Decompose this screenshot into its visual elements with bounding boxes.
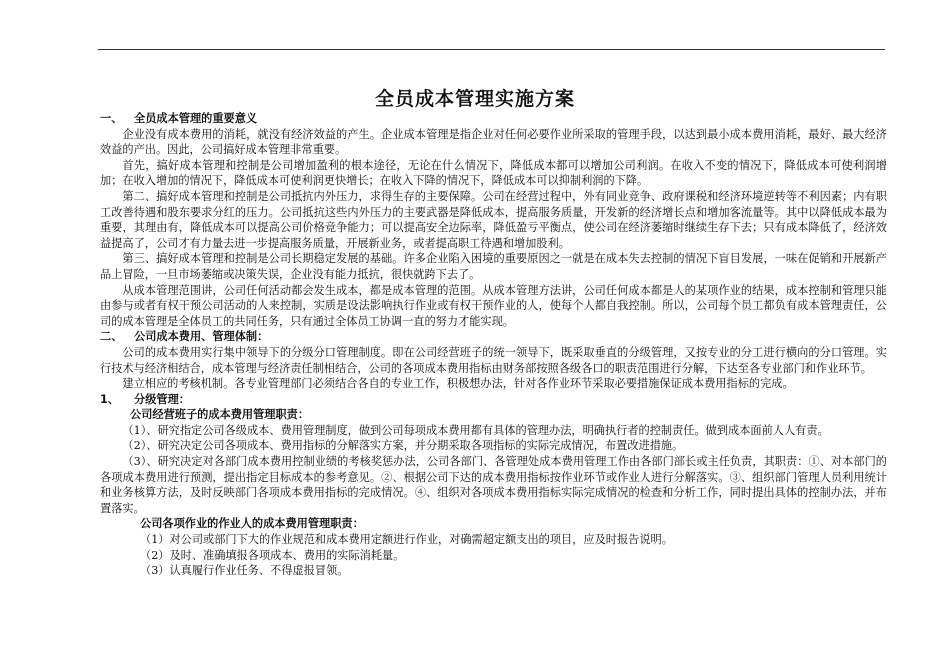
worker-duty-item: （3）认真履行作业任务、不得虚报冒领。 — [140, 564, 349, 578]
document-body — [100, 111, 887, 579]
document-title: 全员成本管理实施方案 — [374, 88, 575, 110]
subsection-1-number: 1、 — [100, 392, 119, 406]
leader-duty-item: （3）、研究决定对各部门成本费用控制业绩的考核奖惩办法，公司各部门、各管理处成本费用管理工作由各部门部长或主任负责，其职责：①、对本部门的各项成本费用进行预测，提出指定目标成本的参考意见。②、根据公司下达的成本费用指标按作业环节或作业人进行分解落实。③、组织部门管理人员利用统计和业务核算方法，及时反映部门各项成本费用指标的完成情况。④、组织对各项成本费用指标实际完成情况的检查和分析工作，同时提出具体的控制办法，并布置落实。 — [100, 455, 887, 515]
leader-duty-item: （2）、研究决定公司各项成本、费用指标的分解落实方案，并分期采取各项指标的实际完成情况，布置改进措施。 — [122, 439, 684, 453]
section-2-number: 二、 — [100, 330, 123, 344]
worker-duty-item: （1）对公司或部门下大的作业规范和成本费用定额进行作业，对确需超定额支出的项目，应及时报告说明。 — [140, 533, 673, 547]
paragraph: 企业没有成本费用的消耗，就没有经济效益的产生。企业成本管理是指企业对任何必要作业所采取的管理手段，以达到最小成本费用消耗，最好、最大经济效益的产出。因此，公司搞好成本管理非常重要。 — [100, 127, 887, 157]
paragraph: 公司的成本费用实行集中领导下的分级分口管理制度。即在公司经营班子的统一领导下，既采取垂直的分级管理，又按专业的分工进行横向的分口管理。实行技术与经济相结合，成本管理与经济责任制相结合，公司的各项成本费用指标由财务部按照各级各口的职责范围进行分解，下达至各专业部门和作业环节。 — [100, 345, 887, 375]
paragraph: 建立相应的考核机制。各专业管理部门必须结合各自的专业工作，积极想办法，针对各作业环节采取必要措施保证成本费用指标的完成。 — [122, 377, 794, 391]
paragraph: 第二、搞好成本管理和控制是公司抵抗内外压力，求得生存的主要保障。公司在经营过程中，外有同业竞争、政府课税和经济环境逆转等不利因素；内有职工改善待遇和股东要求分红的压力。公司抵抗这些内外压力的主要武器是降低成本，提高服务质量，开发新的经济增长点和增加客流量等。其中以降低成本最为重要，其理由有，降低成本可以提高公司价格竞争能力；可以提高安全边际率，降低盈亏平衡点，使公司在经济萎缩时继续生存下去；只有成本降低了，经济效益提高了，公司才有力量去进一步提高服务质量，开展新业务，或者提高职工待遇和增加股利。 — [100, 189, 887, 250]
subsection-1-title: 分级管理： — [134, 392, 190, 406]
subsection-1-heading — [100, 392, 887, 408]
section-2-title: 公司成本费用、管理体制： — [134, 330, 269, 344]
worker-duty-item: （2）及时、准确填报各项成本、费用的实际消耗量。 — [140, 548, 405, 562]
paragraph: 首先，搞好成本管理和控制是公司增加盈利的根本途径，无论在什么情况下，降低成本都可以增加公司利润。在收入不变的情况下，降低成本可使利润增加；在收入增加的情况下，降低成本可使利润更快增长；在收入下降的情况下，降低成本可以抑制利润的下降。 — [100, 158, 887, 188]
leader-duty-item: （1）、研究指定公司各级成本、费用管理制度，做到公司每项成本费用都有具体的管理办法，明确执行者的控制责任。做到成本面前人人有责。 — [122, 423, 829, 437]
paragraph: 从成本管理范围讲，公司任何活动都会发生成本，都是成本管理的范围。从成本管理方法讲，公司任何成本都是人的某项作业的结果，成本控制和管理只能由参与或者有权干预公司活动的人来控制，实质是设法影响执行作业或有权干预作业的人，使每个人都自我控制。所以，公司每个员工都负有成本管理责任，公司的成本管理是全体员工的共同任务，只有通过全体员工协调一直的努力才能实现。 — [100, 283, 887, 328]
section-1-number: 一、 — [100, 112, 123, 125]
section-1-title: 全员成本管理的重要意义 — [134, 112, 258, 125]
section-1-heading — [100, 111, 887, 127]
section-2-heading — [100, 329, 887, 345]
header-rule — [98, 49, 885, 50]
leader-duties-heading: 公司经营班子的成本费用管理职责： — [130, 408, 310, 422]
paragraph: 第三、搞好成本管理和控制是公司长期稳定发展的基础。许多企业陷入困境的重要原因之一就是在成本失去控制的情况下盲目发展，一味在促销和开展新产品上冒险，一旦市场萎缩或决策失误，企业没有能力抵抗，很快就跨下去了。 — [100, 252, 887, 281]
worker-duties-heading: 公司各项作业的作业人的成本费用管理职责： — [140, 517, 364, 531]
